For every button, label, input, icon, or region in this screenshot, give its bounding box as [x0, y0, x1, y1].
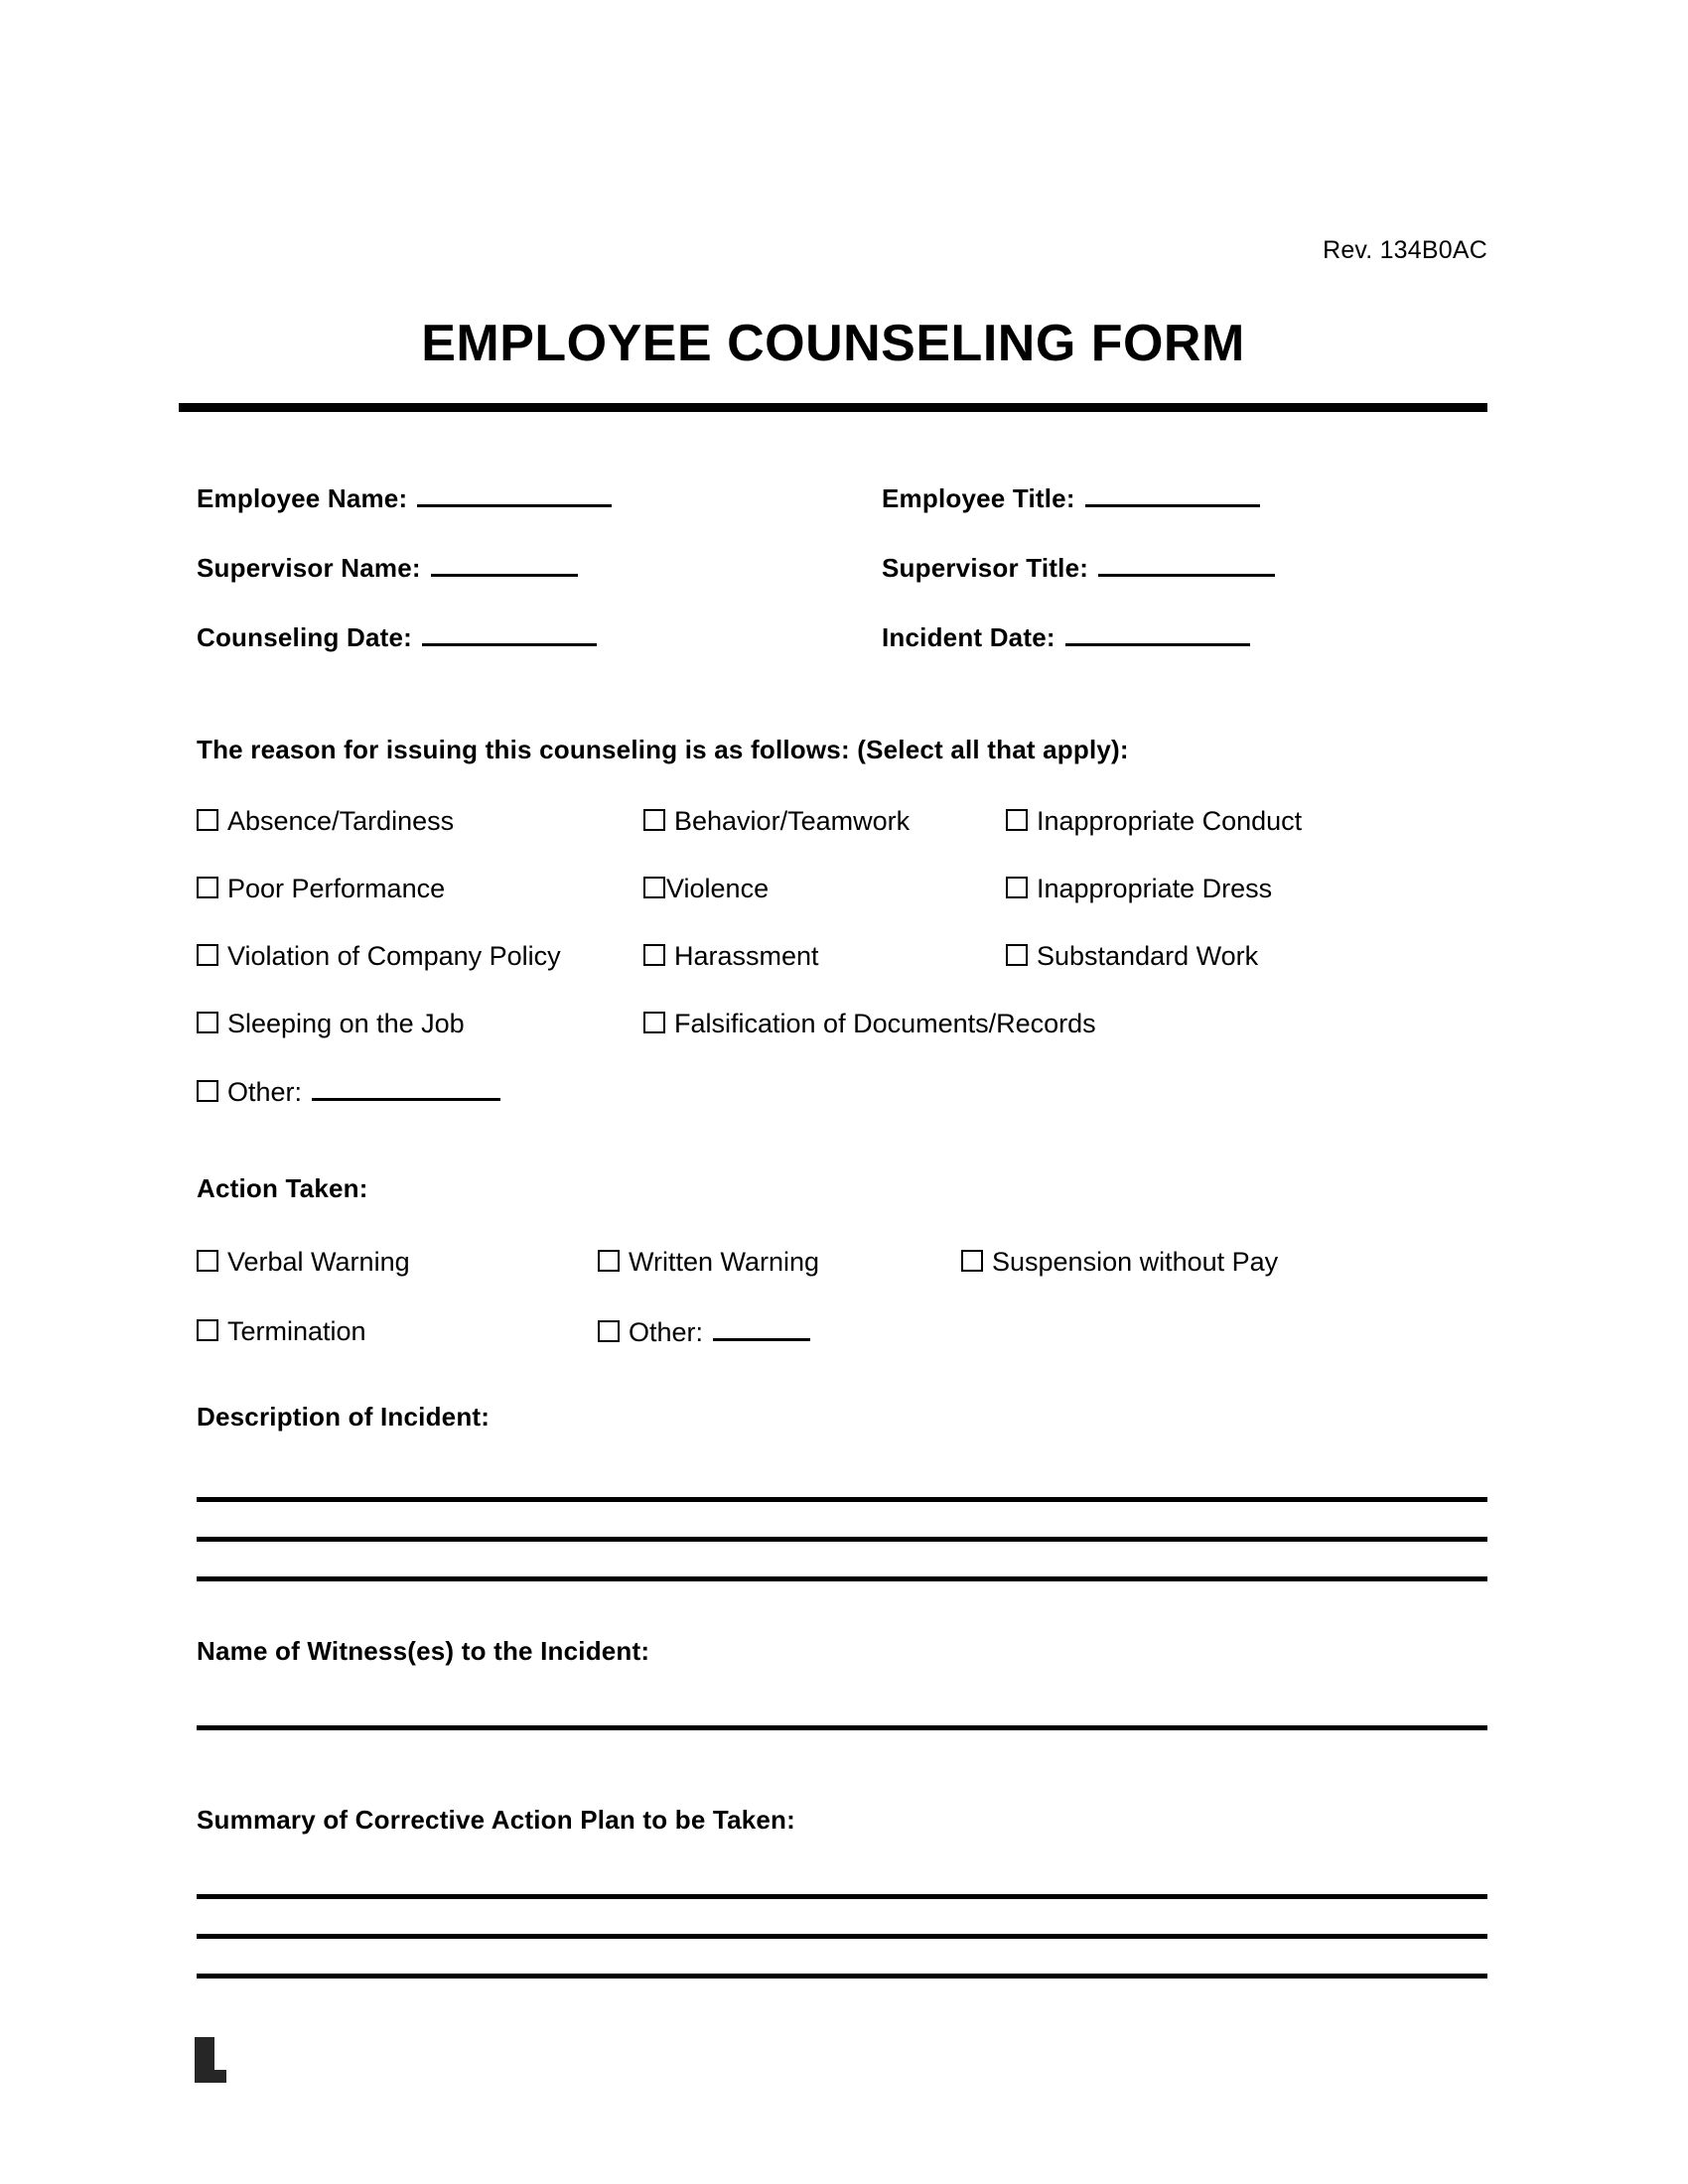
- reason-checkbox-grid: [197, 806, 1487, 1144]
- checkbox-harassment[interactable]: [643, 941, 819, 972]
- checkbox-label: Suspension without Pay: [992, 1247, 1279, 1277]
- checkbox-label: Poor Performance: [227, 874, 446, 903]
- checkbox-reason-other[interactable]: [197, 1076, 500, 1108]
- field-label: Employee Title:: [882, 483, 1075, 513]
- description-line-2[interactable]: [197, 1537, 1487, 1542]
- checkbox-label: Falsification of Documents/Records: [674, 1009, 1096, 1038]
- checkbox-icon[interactable]: [197, 1080, 218, 1102]
- checkbox-label: Violence: [666, 874, 770, 903]
- checkbox-icon[interactable]: [197, 809, 218, 831]
- description-line-3[interactable]: [197, 1576, 1487, 1581]
- counseling-date-input[interactable]: [422, 621, 597, 646]
- field-row: [197, 621, 1487, 691]
- checkbox-row: [197, 1316, 1487, 1386]
- supervisor-title-input[interactable]: [1098, 552, 1275, 577]
- checkbox-icon[interactable]: [1006, 809, 1028, 831]
- checkbox-label: Written Warning: [629, 1247, 820, 1277]
- checkbox-poor-performance[interactable]: [197, 874, 445, 904]
- action-section-heading: Action Taken:: [197, 1173, 368, 1203]
- field-employee-title: [882, 482, 1260, 514]
- checkbox-behavior-teamwork[interactable]: [643, 806, 910, 837]
- identity-fields: [197, 482, 1487, 691]
- checkbox-falsification-of-documents[interactable]: [643, 1009, 1096, 1039]
- legal-templates-logo-icon: [195, 2037, 240, 2083]
- checkbox-icon[interactable]: [197, 944, 218, 966]
- description-section-heading: Description of Incident:: [197, 1402, 491, 1432]
- checkbox-label: Harassment: [674, 941, 819, 971]
- revision-code: Rev. 134B0AC: [1323, 236, 1487, 264]
- checkbox-row: [197, 806, 1487, 874]
- checkbox-label: Behavior/Teamwork: [674, 806, 911, 836]
- checkbox-icon[interactable]: [643, 944, 665, 966]
- witness-line-1[interactable]: [197, 1725, 1487, 1730]
- supervisor-name-input[interactable]: [431, 552, 578, 577]
- checkbox-label: Inappropriate Dress: [1037, 874, 1273, 903]
- field-row: [197, 552, 1487, 621]
- field-supervisor-title: [882, 552, 1275, 584]
- action-checkbox-grid: [197, 1247, 1487, 1386]
- logo-notch-right: [226, 2037, 240, 2083]
- checkbox-label: Verbal Warning: [227, 1247, 410, 1277]
- checkbox-label: Other:: [629, 1317, 704, 1347]
- field-label: Supervisor Name:: [197, 553, 421, 583]
- checkbox-row: [197, 1076, 1487, 1144]
- field-employee-name: [197, 482, 612, 514]
- checkbox-icon[interactable]: [197, 1250, 218, 1272]
- summary-line-1[interactable]: [197, 1894, 1487, 1899]
- field-label: Incident Date:: [882, 622, 1055, 652]
- checkbox-verbal-warning[interactable]: [197, 1247, 410, 1278]
- logo-notch-vertical: [214, 2037, 226, 2070]
- checkbox-substandard-work[interactable]: [1006, 941, 1258, 972]
- checkbox-icon[interactable]: [643, 1012, 665, 1033]
- summary-section-heading: Summary of Corrective Action Plan to be Taken:: [197, 1805, 795, 1835]
- reason-section-heading: The reason for issuing this counseling is as follows: (Select all that apply):: [197, 735, 1129, 764]
- checkbox-icon[interactable]: [598, 1250, 620, 1272]
- checkbox-icon[interactable]: [1006, 944, 1028, 966]
- checkbox-row: [197, 874, 1487, 941]
- checkbox-icon[interactable]: [643, 877, 665, 898]
- checkbox-absence-tardiness[interactable]: [197, 806, 454, 837]
- checkbox-label: Absence/Tardiness: [227, 806, 455, 836]
- checkbox-icon[interactable]: [643, 809, 665, 831]
- checkbox-row: [197, 1247, 1487, 1316]
- checkbox-label: Inappropriate Conduct: [1037, 806, 1303, 836]
- field-counseling-date: [197, 621, 597, 653]
- checkbox-icon[interactable]: [1006, 877, 1028, 898]
- field-row: [197, 482, 1487, 552]
- checkbox-violence[interactable]: [643, 874, 769, 904]
- checkbox-termination[interactable]: [197, 1316, 366, 1347]
- field-label: Counseling Date:: [197, 622, 412, 652]
- summary-line-3[interactable]: [197, 1974, 1487, 1979]
- reason-other-input[interactable]: [312, 1076, 500, 1101]
- field-label: Employee Name:: [197, 483, 408, 513]
- checkbox-label: Violation of Company Policy: [227, 941, 561, 971]
- description-line-1[interactable]: [197, 1497, 1487, 1502]
- action-other-input[interactable]: [713, 1316, 810, 1341]
- field-incident-date: [882, 621, 1250, 653]
- field-supervisor-name: [197, 552, 578, 584]
- checkbox-label: Substandard Work: [1037, 941, 1259, 971]
- checkbox-icon[interactable]: [197, 877, 218, 898]
- checkbox-row: [197, 941, 1487, 1009]
- checkbox-sleeping-on-the-job[interactable]: [197, 1009, 465, 1039]
- page-title: EMPLOYEE COUNSELING FORM: [421, 315, 1245, 372]
- checkbox-icon[interactable]: [961, 1250, 983, 1272]
- field-label: Supervisor Title:: [882, 553, 1089, 583]
- checkbox-icon[interactable]: [197, 1012, 218, 1033]
- checkbox-row: [197, 1009, 1487, 1076]
- summary-line-2[interactable]: [197, 1934, 1487, 1939]
- checkbox-inappropriate-dress[interactable]: [1006, 874, 1272, 904]
- checkbox-icon[interactable]: [197, 1319, 218, 1341]
- checkbox-label: Termination: [227, 1316, 366, 1346]
- checkbox-violation-company-policy[interactable]: [197, 941, 561, 972]
- checkbox-suspension-without-pay[interactable]: [961, 1247, 1278, 1278]
- employee-title-input[interactable]: [1085, 482, 1260, 507]
- witness-section-heading: Name of Witness(es) to the Incident:: [197, 1636, 650, 1666]
- checkbox-inappropriate-conduct[interactable]: [1006, 806, 1302, 837]
- checkbox-label: Sleeping on the Job: [227, 1009, 465, 1038]
- checkbox-icon[interactable]: [598, 1320, 620, 1342]
- checkbox-written-warning[interactable]: [598, 1247, 819, 1278]
- title-divider: [179, 403, 1487, 412]
- checkbox-action-other[interactable]: [598, 1316, 810, 1348]
- checkbox-label: Other:: [227, 1077, 303, 1107]
- employee-name-input[interactable]: [417, 482, 612, 507]
- incident-date-input[interactable]: [1065, 621, 1250, 646]
